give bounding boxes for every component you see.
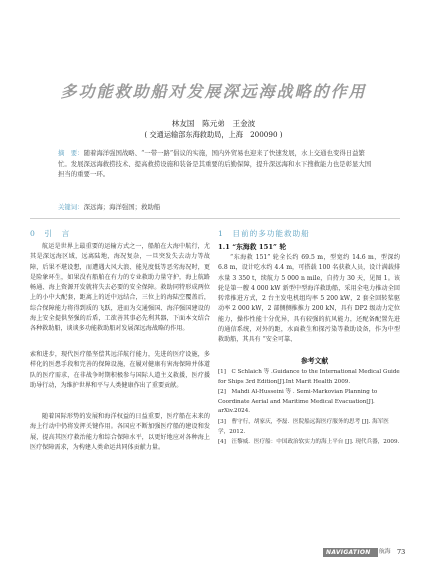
authors: 林友国 陈元弟 王金波	[171, 119, 256, 128]
journal-band: NAVIGATION	[323, 548, 378, 557]
reference-item: [3] 曹守行，胡家庆，李磊．医院船远海医疗服务的思考 [J]. 海军医学，2012.	[218, 418, 389, 435]
keywords	[58, 202, 376, 212]
section1-heading: 1 目前的多功能救助船	[218, 229, 310, 238]
section-divider	[30, 218, 400, 219]
journal-name: 航海	[379, 549, 391, 555]
references-list	[218, 368, 400, 449]
continued-paragraph-2: 随着国际形势的发展和海洋权益的日益重要，医疗船在未来的海上行动中仍将发挥关键作用。各国应不断加强医疗船的建设和发展，提高其医疗救治能力和综合保障水平，以更好地应对各种海上医疗保障需求，为构建人类命运共同体贡献力量。	[30, 413, 210, 451]
page-footer	[323, 548, 411, 557]
references-title: 参考文献	[301, 357, 329, 365]
keywords-label: 关键词：	[58, 203, 84, 211]
continued-paragraph: 索和进步，现代医疗船坚偿其远洋航行能力，先进的医疗设施，多样化的医患手段和完善的保障设施，在履对健康有害海保障并体道队的医疗需求，在非战争时期积极参与国际人道主义救援，医疗援助导行动，为维护世界和平与人类健康作出了重要贡献。	[30, 351, 210, 389]
reference-item: [4] 汪黎威．医疗船：中国政治软实力的海上平台 [J]. 现代兵器，2009.	[218, 439, 400, 446]
article-title: 多功能救助船对发展深远海战略的作用	[60, 82, 367, 101]
keywords-text: 深远海；海洋强国；救助船	[83, 203, 161, 211]
intro-heading: 0 引 言	[30, 229, 71, 238]
section11-paragraph: “东海救 151” 轮全长约 69.5 m，型宽约 14.6 m，型深约 6.8 m，设计吃水约 4.4 m，可搭载 100 名获救人员，设计满载排水量 3 350 t，续航力 5 000 n mile，自持力 30 天，见图 1。该轮是第一艘 4 000 kW 新型中型海洋救助船，采用全电力推动全回转常推进方式，2 台主发电机组均率 5 200 kW，2 套全回转桨驱动率 2 000 kW，2 部侧侧推推力 200 kN，具有 DP2 级动力定位能力，操作性能十分优异，具有较强的抗风能力，还配备配置先进的通信系统，对外的距，水面救生和探污染等救助设备，作为中型救助船，其具有 “安全可靠、	[218, 254, 400, 344]
affiliation: ( 交通运输部东海救助局，上海 200090 )	[144, 130, 283, 139]
intro-paragraph: 航运是世界上最重要的运输方式之一，船舶在大海中航行，尤其是深远海区域，远离陆地，海况复杂，一旦突发失去动力等故障，后果不堪设想，而遭遇大风大浪、能见度低等恶劣海况时，更是险象环生，如果没有船舶在有力的专业救助力量守护，海上航路畅通、海上资源开发就将失去必要的安全保障。救助同特形成两位上的小中大配套，距离上的近中远结合，三位上的海陆空覆盖后，综合保障能力将得到质的飞跃，进而为交通强国、海洋强国建设的海上安全提供坚强的后盾，工欲善其事必先利其器，下面本文结合各种救助船，谈谈多功能救助船对发展深远海战略的作用。	[30, 243, 210, 333]
section11-heading: 1.1 “东海救 151” 轮	[218, 243, 287, 251]
page-number: 73	[397, 548, 406, 556]
reference-item: [2] Mahdi Al-Husseini 等 . Semi-Markovian Planning to Coordinate Aerial and Maritime Medical Evacuation[J]. arXiv.2024.	[218, 389, 378, 415]
abstract-text: 随着海洋强国战略、“一带一路”倡议的实施，国内外贸易也迎来了快速发展，水上交通也变得日益繁忙。发展深远海救捞技术、提高救捞设施和装备是其重要的后勤保障，提升深远海和水下搜救能力也是彰显大国担当的重要一环。	[58, 149, 372, 179]
abstract	[58, 148, 376, 180]
abstract-label: 摘 要：	[58, 149, 84, 157]
reference-item: [1] C Schlaich 等 .Guidance to the International Medical Guide for Ships 3rd Edition[J].Int Marit Health 2009.	[218, 369, 400, 385]
